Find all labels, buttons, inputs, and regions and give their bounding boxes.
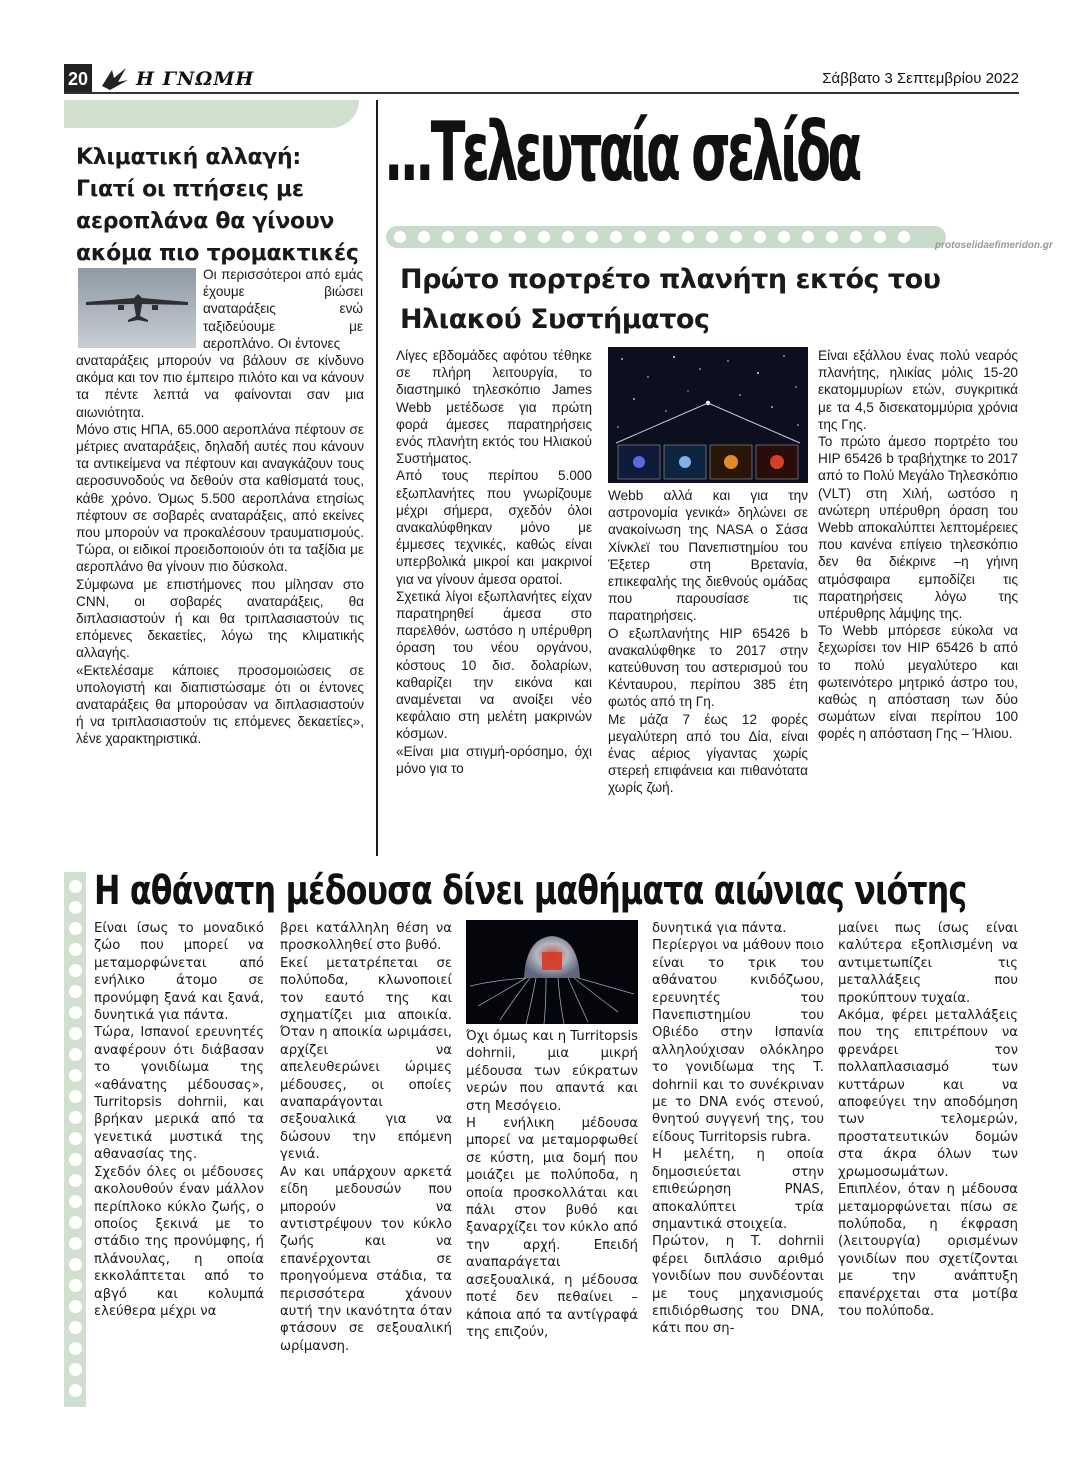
paragraph: «Είναι μια στιγμή-ορόσημο, όχι μόνο για το xyxy=(396,743,592,776)
dot xyxy=(418,231,430,243)
paragraph: Από τους περίπου 5.000 εξωπλανήτες που γνωρίζουμε μέχρι σήμερα, σχεδόν όλοι ανακαλύφθηκαν μόνο με έμμεσες τεχνικές, καθώς είναι υπερβολικά μικροί και μακρινοί για να γίνουν άμεσα ορατοί. xyxy=(396,468,592,587)
masthead xyxy=(100,64,254,94)
dot xyxy=(69,922,82,935)
paragraph: Είναι ίσως το μοναδικό ζώο που μπορεί να μεταμορφώνεται από ενήλικο άτομο σε προνύμφη ξανά και ξανά, δυνητικά για πάντα. xyxy=(94,921,264,1024)
paragraph: Η μελέτη, η οποία δημοσιεύεται στην επιθεώρηση PNAS, αποκαλύπτει τρία σημαντικά στοιχεία. xyxy=(652,1147,824,1232)
dot xyxy=(802,231,814,243)
page-number: 20 xyxy=(64,64,92,94)
paragraph: Webb αλλά και για την αστρονομία γενικά» δηλώνει σε ανακοίνωση της NASA ο Σάσα Χίνκλεϊ του Πανεπιστημίου του Έξετερ στη Βρετανία, επικεφαλής της διεθνούς ομάδας που παρουσίασε τις παρατηρήσεις. xyxy=(608,488,808,624)
dot xyxy=(490,231,502,243)
dot xyxy=(754,231,766,243)
dot xyxy=(69,1153,82,1166)
bird-logo-icon xyxy=(100,66,130,92)
paragraph: αναταράξεις μπορούν να βάλουν σε κίνδυνο ακόμα και τον πιο έμπειρο πιλότο και να κάνουν τα πέντε λεπτά να φαίνονται σαν μια αιωνιότητα. xyxy=(76,353,364,420)
right-article-column-3 xyxy=(818,347,1018,743)
paragraph: Τώρα, Ισπανοί ερευνητές αναφέρουν ότι διάβασαν το γονιδίωμα της «αθάνατης μέδουσας», Turritopsis dohrnii, και βρήκαν μερικά από τα γενετικά μυστικά της αθανασίας της. xyxy=(94,1025,264,1163)
dot xyxy=(874,231,886,243)
bottom-article-column-1 xyxy=(94,920,264,1320)
dot xyxy=(69,1258,82,1271)
dot xyxy=(898,231,910,243)
paragraph: Το Webb μπόρεσε εύκολα να ξεχωρίσει τον HIP 65426 b από το πολύ μεγαλύτερο και φωτεινότερο μητρικό άστρο του, καθώς η απόσταση των δύο σωμάτων είναι περίπου 100 φορές η απόσταση Γης – Ήλιου. xyxy=(818,623,1018,742)
dot xyxy=(69,985,82,998)
paragraph: Επιπλέον, όταν η μέδουσα μεταμορφώνεται πίσω σε πολύποδα, η έκφραση (λειτουργία) ορισμένων γονιδίων που σχετίζονται με την ανάπτυξη επανέρχεται στα μοτίβα του πολύποδα. xyxy=(838,1182,1018,1319)
right-article-column-1 xyxy=(396,347,592,777)
bottom-article-title: Η αθάνατη μέδουσα δίνει μαθήματα αιώνιας νιότης xyxy=(94,868,967,914)
paragraph: Είναι εξάλλου ένας πολύ νεαρός πλανήτης, ηλικίας μόλις 15-20 εκατομμυρίων ετών, συγκριτικά με τα 4,5 δισεκατομμύρια χρόνια της Γης. xyxy=(818,348,1018,432)
dot xyxy=(69,1279,82,1292)
dot xyxy=(730,231,742,243)
right-article-column-2 xyxy=(608,487,808,797)
paragraph: Περίεργοι να μάθουν ποιο είναι το τρικ του αθάνατου κνιδόζωου, ερευνητές του Πανεπιστημίου του Οβιέδο στην Ισπανία αλληλούχισαν ολόκληρο το γονιδίωμα της T. dohrnii και το συνέκριναν με το DNA ενός στενού, θνητού συγγενή της, του είδους Turritopsis rubra. xyxy=(652,938,824,1145)
paragraph: Εκεί μετατρέπεται σε πολύποδα, κλωνοποιεί τον εαυτό της και σχηματίζει μια αποικία. Όταν η αποικία ωριμάσει, αρχίζει να απελευθερώνει ώριμες μέδουσες, οι οποίες αναπαράγονται σεξουαλικά για να δώσουν την επόμενη γενιά. xyxy=(280,955,452,1163)
column-divider xyxy=(376,100,378,856)
dot xyxy=(69,943,82,956)
dot xyxy=(69,1300,82,1313)
dot xyxy=(514,231,526,243)
dot xyxy=(69,1027,82,1040)
dot xyxy=(586,231,598,243)
dot xyxy=(69,1090,82,1103)
bottom-article-column-2 xyxy=(280,920,452,1355)
section-title: ...Τελευταία σελίδα xyxy=(384,105,859,200)
dot xyxy=(69,1048,82,1061)
dot xyxy=(69,880,82,893)
bottom-article-column-3 xyxy=(466,1028,638,1341)
dot xyxy=(69,901,82,914)
left-article-intro: Οι περισσότεροι από εμάς έχουμε βιώσει αναταράξεις ενώ ταξιδεύουμε με αεροπλάνο. Οι έντονες xyxy=(203,267,363,351)
dot xyxy=(69,1384,82,1397)
paragraph: Σχεδόν όλες οι μέδουσες ακολουθούν έναν μάλλον περίπλοκο κύκλο ζωής, ο οποίος ξεκινά με το στάδιο της προνύμφης, ή πλάνουλας, η οποία εκκολάπτεται από το αβγό και κολυμπά ελεύθερα μέχρι να xyxy=(94,1164,264,1319)
bottom-article-column-4 xyxy=(652,920,824,1338)
dot xyxy=(69,1069,82,1082)
issue-date: Σάββατο 3 Σεπτεμβρίου 2022 xyxy=(822,70,1019,87)
paragraph: «Εκτελέσαμε κάποιες προσομοιώσεις σε υπολογιστή και διαπιστώσαμε ότι οι έντονες αναταράξεις θα μπορούσαν να διπλασιαστούν ή να τριπλασιαστούν τις επόμενες δεκαετίες», λένε χαρακτηριστικά. xyxy=(76,662,364,747)
paragraph: Μόνο στις ΗΠΑ, 65.000 αεροπλάνα πέφτουν σε μέτριες αναταράξεις, δηλαδή αυτές που κάνουν τα αντικείμενα να πέφτουν και αναγκάζουν τους αεροσυνοδούς να δεθούν στα καθίσματά τους, κάθε χρόνο. Όμως 5.500 αεροπλάνα ετησίως πέφτουν σε σοβαρές αναταράξεις, από εκείνες που μπορούν να προκαλέσουν τραυματισμούς. Τώρα, οι ειδικοί προειδοποιούν ότι τα ταξίδια με αεροπλάνο θα γίνουν πιο δύσκολα. xyxy=(76,421,364,575)
airplane-photo xyxy=(78,268,196,348)
dot xyxy=(69,1321,82,1334)
paragraph: Ο εξωπλανήτης HIP 65426 b ανακαλύφθηκε το 2017 στην κατεύθυνση του αστερισμού του Κένταυρου, περίπου 385 έτη φωτός από τη Γη. xyxy=(608,625,808,710)
left-accent-band xyxy=(64,100,359,128)
dot xyxy=(634,231,646,243)
paragraph: μαίνει πως ίσως είναι καλύτερα εξοπλισμένη να αντιμετωπίζει τις μεταλλάξεις που προκύπτουν τυχαία. xyxy=(838,921,1018,1006)
jellyfish-photo xyxy=(466,920,638,1024)
dot xyxy=(69,1216,82,1229)
dot xyxy=(778,231,790,243)
dot xyxy=(69,1195,82,1208)
paragraph: Αν και υπάρχουν αρκετά είδη μεδουσών που μπορούν να αντιστρέψουν τον κύκλο ζωής και να επανέρχονται σε προηγούμενα στάδια, τα περισσότερα χάνουν αυτή την ικανότητα όταν φτάσουν σε σεξουαλική ωρίμανση. xyxy=(280,1164,452,1354)
dot xyxy=(394,231,406,243)
dot xyxy=(69,964,82,977)
paragraph: Όχι όμως και η Turritopsis dohrnii, μια μικρή μέδουσα των εύκρατων νερών που απαντά και στη Μεσόγειο. xyxy=(466,1029,638,1114)
dot xyxy=(826,231,838,243)
dot xyxy=(850,231,862,243)
left-article-body xyxy=(76,352,364,748)
dot xyxy=(69,1132,82,1145)
dot xyxy=(69,1006,82,1019)
dotted-band xyxy=(386,226,946,248)
dot xyxy=(69,1174,82,1187)
paragraph: Η ενήλικη μέδουσα μπορεί να μεταμορφωθεί σε κύστη, μια δομή που μοιάζει με πολύποδα, η οποία προσκολλάται και πάλι στον βυθό και ξαναρχίζει τον κύκλο από την αρχή. Επειδή αναπαράγεται ασεξουαλικά, η μέδουσα ποτέ δεν πεθαίνει – κάποια από τα αντίγραφά της επιζούν, xyxy=(466,1116,638,1340)
paper-name: Η ΓΝΩΜΗ xyxy=(136,68,255,90)
paragraph: Σύμφωνα με επιστήμονες που μίλησαν στο CNN, οι σοβαρές αναταράξεις, θα διπλασιαστούν ή και θα τριπλασιαστούν τις επόμενες δεκαετίες, λόγω της κλιματικής αλλαγής. xyxy=(76,576,364,661)
dot xyxy=(69,1342,82,1355)
left-article-title: Κλιματική αλλαγή: Γιατί οι πτήσεις με αεροπλάνα θα γίνουν ακόμα πιο τρομακτικές xyxy=(76,145,359,266)
dot xyxy=(442,231,454,243)
paragraph: Με μάζα 7 έως 12 φορές μεγαλύτερη από του Δία, είναι ένας αέριος γίγαντας χωρίς στερεή επιφάνεια και πιθανότατα χωρίς ζωή. xyxy=(608,711,808,796)
dot xyxy=(562,231,574,243)
right-article-title: Πρώτο πορτρέτο πλανήτη εκτός του Ηλιακού Συστήματος xyxy=(400,264,941,335)
paragraph: Πρώτον, η T. dohrnii φέρει διπλάσιο αριθμό γονιδίων που συνδέονται με τους μηχανισμούς επιδιόρθωσης του DNA, κάτι που ση- xyxy=(652,1234,824,1337)
dot xyxy=(706,231,718,243)
dot xyxy=(466,231,478,243)
dot xyxy=(69,1237,82,1250)
paragraph: Λίγες εβδομάδες αφότου τέθηκε σε πλήρη λειτουργία, το διαστημικό τηλεσκόπιο James Webb μετέδωσε για πρώτη φορά άμεσες παρατηρήσεις ενός πλανήτη εκτός του Ηλιακού Συστήματος. xyxy=(396,348,592,467)
dot xyxy=(69,1111,82,1124)
dot xyxy=(682,231,694,243)
bottom-article-column-5 xyxy=(838,920,1018,1320)
bottom-dotted-sidebar xyxy=(64,872,86,1407)
dot xyxy=(69,1363,82,1376)
paragraph: Ακόμα, φέρει μεταλλάξεις που της επιτρέπουν να φρενάρει τον πολλαπλασιασμό των κυττάρων και να αποφεύγει την αποδόμηση των τελομερών, προστατευτικών δομών στα άκρα όλων των χρωμοσωμάτων. xyxy=(838,1008,1018,1180)
paragraph: βρει κατάλληλη θέση να προσκολληθεί στο βυθό. xyxy=(280,921,452,954)
dot xyxy=(538,231,550,243)
paragraph: Το πρώτο άμεσο πορτρέτο του HIP 65426 b τραβήχτηκε το 2017 από το Πολύ Μεγάλο Τηλεσκόπιο (VLT) στη Χιλή, ωστόσο η ανώτερη υπέρυθρη όραση του Webb αποκαλύπτει λεπτομέρειες που κανένα επίγειο τηλεσκόπιο δεν θα διέκρινε –η γήινη ατμόσφαιρα εμποδίζει τις παρατηρήσεις λόγω της υπέρυθρης λάμψης της. xyxy=(818,434,1018,622)
paragraph: Σχετικά λίγοι εξωπλανήτες είχαν παρατηρηθεί άμεσα στο παρελθόν, ωστόσο η υπέρυθρη όραση του νέου οργάνου, κόστους 10 δισ. δολαρίων, καθαρίζει την εικόνα και αναμένεται να ανοίξει νέο κεφάλαιο στη μελέτη μακρινών κόσμων. xyxy=(396,588,592,742)
header-rule xyxy=(64,92,1019,94)
site-credit: protoselidaefimeridon.gr xyxy=(935,240,1053,251)
paragraph: δυνητικά για πάντα. xyxy=(652,921,787,936)
dot xyxy=(658,231,670,243)
dot xyxy=(610,231,622,243)
webb-telescope-photo xyxy=(608,347,808,483)
